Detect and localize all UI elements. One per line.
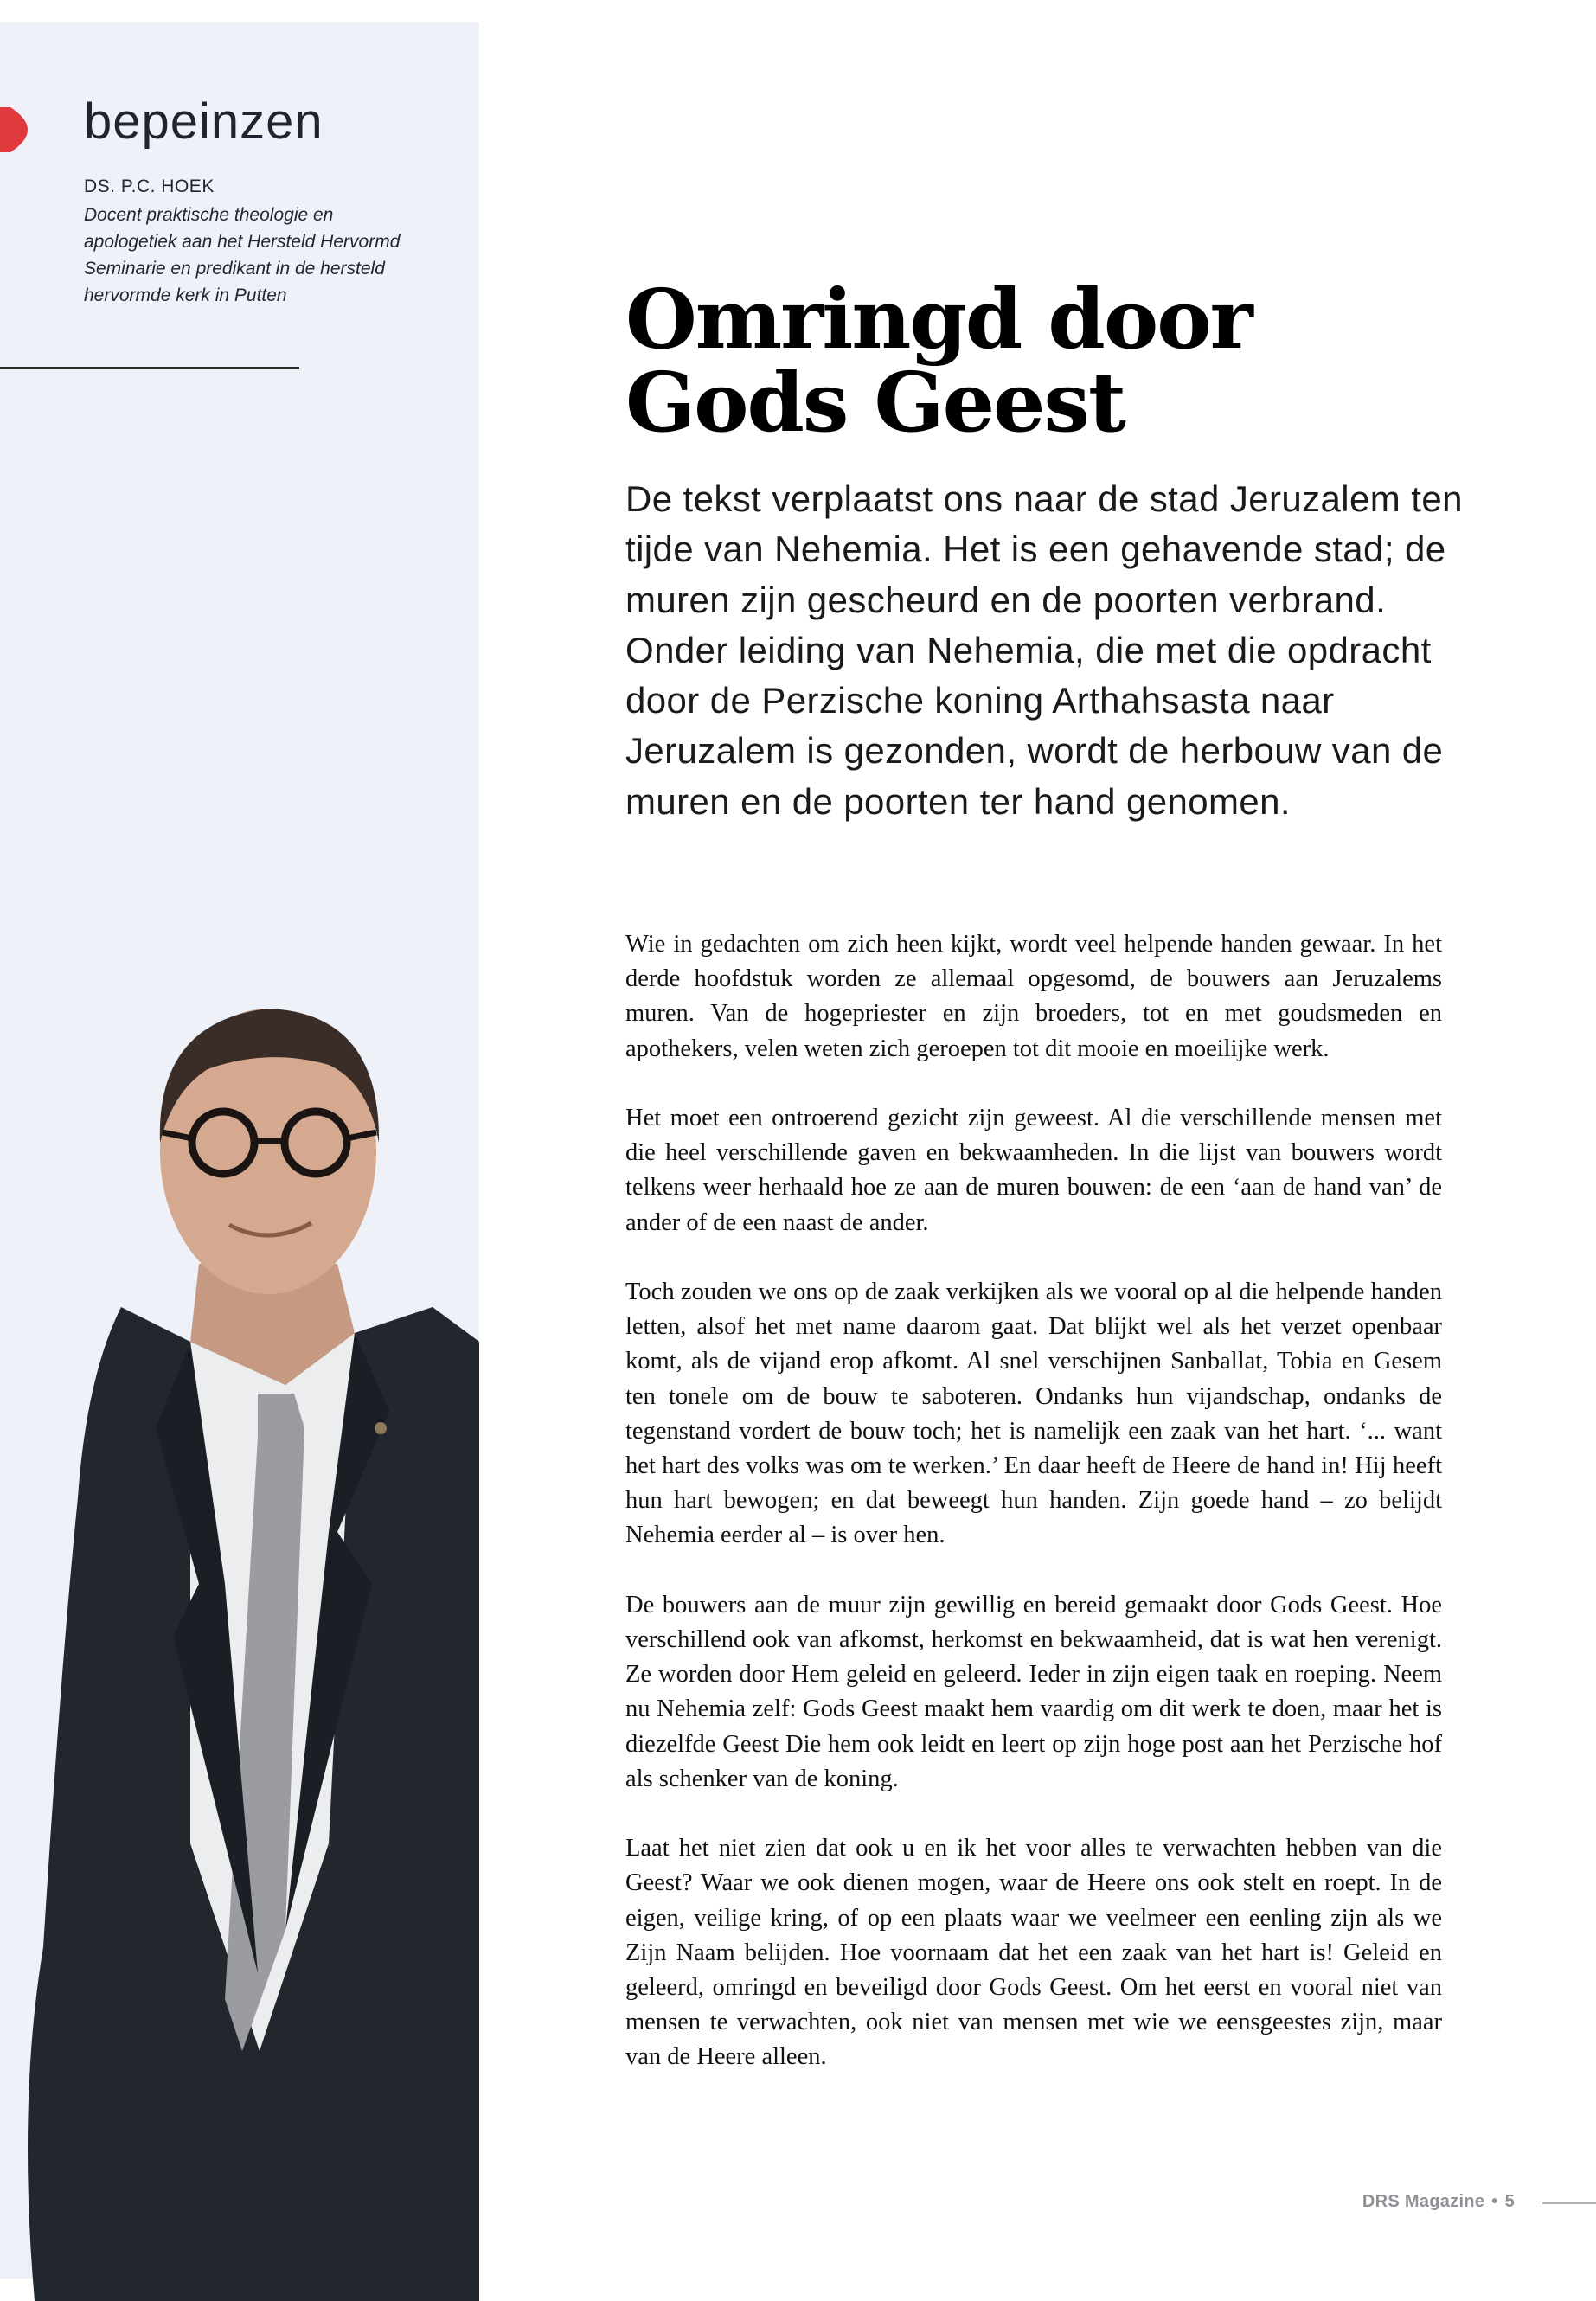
author-description: Docent praktische theologie en apologetiek aan het Hersteld Hervormd Seminarie en predikant in de hersteld hervormde kerk in Putten [84, 205, 401, 305]
footer-separator: • [1491, 2192, 1498, 2211]
author-name: DS. P.C. HOEK [84, 176, 215, 196]
article-body [625, 927, 1442, 2110]
red-marker-icon [0, 107, 45, 152]
sidebar-divider [0, 367, 299, 369]
author-portrait [26, 978, 479, 2301]
footer-divider [1542, 2202, 1596, 2204]
body-paragraph: Wie in gedachten om zich heen kijkt, wordt veel helpende handen gewaar. In het derde hoofdstuk worden ze allemaal opgesomd, de bouwers aan Jeruzalems muren. Van de hogepriester en zijn broeders, tot en met goudsmeden en apothekers, velen weten zich geroepen tot dit mooie en moeilijke werk. [625, 931, 1442, 1062]
article-lead: De tekst verplaatst ons naar de stad Jeruzalem ten tijde van Nehemia. Het is een gehavende stad; de muren zijn gescheurd en de poorten verbrand. Onder leiding van Nehemia, die met die opdracht door de Perzische koning Arthahsasta naar Jeruzalem is gezonden, wordt de herbouw van de muren en de poorten ter hand genomen. [625, 478, 1463, 822]
body-paragraph: De bouwers aan de muur zijn gewillig en bereid gemaakt door Gods Geest. Hoe verschillend ook van afkomst, herkomst en bekwaamheid, dat is wat hen verenigt. Ze worden door Hem geleid en geleerd. Ieder in zijn eigen taak en roeping. Neem nu Nehemia zelf: Gods Geest maakt hem vaardig om dit werk te doen, maar het is diezelfde Geest Die hem ook leidt en leert op zijn hoge post aan het Perzische hof als schenker van de koning. [625, 1591, 1442, 1792]
section-title: bepeinzen [84, 93, 324, 150]
page-footer [1362, 2192, 1515, 2212]
body-paragraph: Het moet een ontroerend gezicht zijn geweest. Al die verschillende mensen met die heel verschillende gaven en bekwaamheden. In die lijst van bouwers wordt telkens weer herhaald hoe ze aan de muren bouwen: de een ‘aan de hand van’ de ander of de een naast de ander. [625, 1105, 1442, 1236]
article-headline: Omringd door Gods Geest [625, 272, 1252, 451]
body-paragraph: Toch zouden we ons op de zaak verkijken als we vooral op al die helpende handen letten, alsof het met name daarom gaat. Dat blijkt wel als het verzet openbaar komt, als de vijand erop afkomt. Al snel verschijnen Sanballat, Tobia en Gesem ten tonele om de bouw te saboteren. Ondanks hun vijandschap, ondanks de tegenstand vordert de bouw toch; het is namelijk een zaak van het hart. ‘... want het hart des volks was om te werken.’ En daar heeft de Heere de hand in! Hij heeft hun hart bewogen; en dat beweegt hun handen. Zijn goede hand – zo belijdt Nehemia eerder al – is over hen. [625, 1279, 1442, 1549]
sidebar-panel [0, 22, 479, 2279]
body-paragraph: Laat het niet zien dat ook u en ik het voor alles te verwachten hebben van die Geest? Waar we ook dienen mogen, waar de Heere ons ook stelt en roept. In de eigen, veilige kring, of op een plaats waar we veelmeer een eenling zijn als we Zijn Naam belijden. Hoe voornaam dat het een zaak van het hart is! Geleid en geleerd, omringd en beveiligd door Gods Geest. Om het eerst en vooral niet van mensen te verwachten, ook niet van mensen met wie we eensgeestes zijn, maar van de Heere alleen. [625, 1835, 1442, 2071]
page-number: 5 [1504, 2192, 1515, 2211]
magazine-name: DRS Magazine [1362, 2192, 1485, 2211]
